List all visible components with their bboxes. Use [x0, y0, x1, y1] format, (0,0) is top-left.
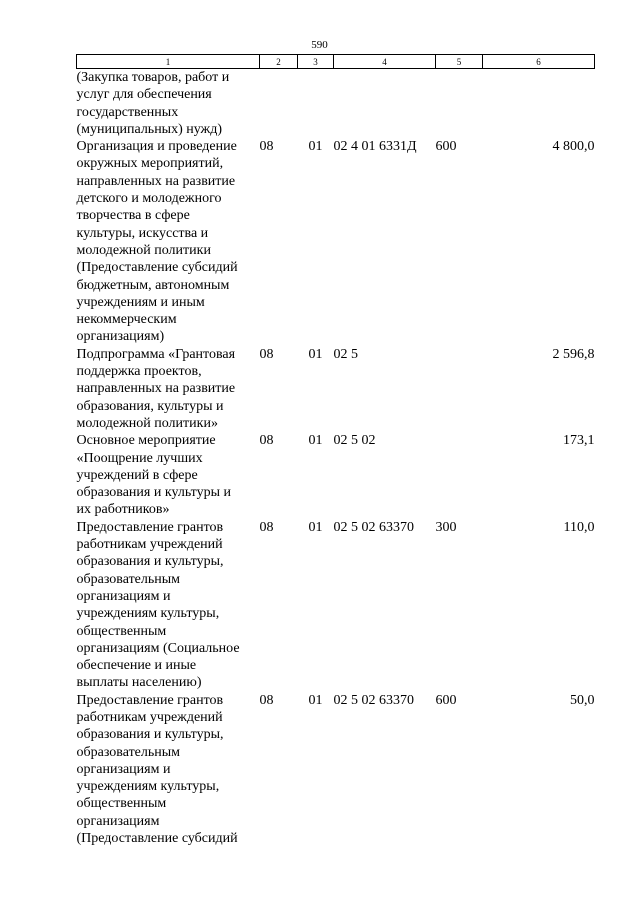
- expense-name-line: образования и культуры,: [76, 727, 224, 743]
- expense-name-line: обеспечение и иные: [76, 658, 197, 674]
- section-code: 08: [259, 692, 274, 708]
- expense-name-line: образования, культуры и: [76, 398, 224, 414]
- expense-name-line: (муниципальных) нужд): [76, 121, 223, 137]
- expense-name: [77, 69, 260, 139]
- expense-name-line: выплаты населению): [76, 675, 202, 691]
- target-article-code: 02 5: [333, 346, 358, 362]
- expense-name-line: бюджетным, автономным: [76, 277, 230, 293]
- subsection-code: 01: [308, 692, 323, 708]
- expense-name-line: общественным: [76, 623, 167, 639]
- amount: 110,0: [563, 519, 595, 535]
- expense-name-line: поддержка проектов,: [76, 364, 202, 380]
- expense-name-line: организациям (Социальное: [76, 640, 240, 656]
- table-row: [77, 69, 595, 139]
- expense-name-line: направленных на развитие: [76, 381, 236, 397]
- expense-name-line: общественным: [76, 796, 167, 812]
- expense-name-line: окружных мероприятий,: [76, 156, 224, 172]
- expense-name-line: работникам учреждений: [76, 709, 223, 725]
- expense-type-code: [436, 69, 483, 139]
- subsection-code: 01: [308, 346, 323, 362]
- expense-name-line: учреждений в сфере: [76, 467, 198, 483]
- section-code: 08: [259, 433, 274, 449]
- expense-name-line: учреждениям и иным: [76, 294, 205, 310]
- target-article-code: 02 5 02 63370: [333, 519, 414, 535]
- column-header-4: 4: [334, 55, 436, 69]
- amount: 173,1: [563, 433, 595, 449]
- expense-name-line: творчества в сфере: [76, 208, 190, 224]
- expense-name-line: учреждениям культуры,: [76, 606, 220, 622]
- column-header-6: 6: [483, 55, 595, 69]
- expense-name: [77, 432, 260, 518]
- table-header-row: [77, 55, 595, 69]
- expense-name-line: учреждениям культуры,: [76, 779, 220, 795]
- expense-type-code: [436, 432, 483, 518]
- expense-name-line: услуг для обеспечения: [76, 87, 212, 103]
- section-code: 08: [259, 346, 274, 362]
- table-row: [77, 692, 595, 848]
- expense-name-line: образования и культуры,: [76, 554, 224, 570]
- expense-name: [77, 692, 260, 848]
- table-row: [77, 519, 595, 692]
- expense-name: [77, 519, 260, 692]
- amount: 50,0: [570, 692, 595, 708]
- target-article-code: 02 4 01 6331Д: [333, 139, 417, 155]
- expense-name-line: Организация и проведение: [76, 139, 237, 155]
- expense-name-line: Подпрограмма «Грантовая: [76, 346, 236, 362]
- section-code: 08: [259, 519, 274, 535]
- subsection-code: [298, 69, 334, 139]
- table-row: [77, 432, 595, 518]
- budget-table: [76, 54, 595, 847]
- expense-name-line: образовательным: [76, 571, 181, 587]
- expense-name: [77, 138, 260, 346]
- expense-type-code: 600: [435, 692, 457, 708]
- expense-name-line: (Предоставление субсидий: [76, 831, 238, 847]
- expense-name-line: организациям: [76, 813, 160, 829]
- amount: [483, 69, 595, 139]
- expense-name-line: организациям и: [76, 761, 171, 777]
- expense-name-line: некоммерческим: [76, 312, 177, 328]
- column-header-5: 5: [436, 55, 483, 69]
- expense-name-line: молодежной политики»: [76, 415, 218, 431]
- target-article-code: 02 5 02: [333, 433, 376, 449]
- subsection-code: 01: [308, 433, 323, 449]
- amount: 4 800,0: [552, 139, 595, 155]
- expense-type-code: 300: [435, 519, 457, 535]
- subsection-code: 01: [308, 519, 323, 535]
- expense-name-line: организациям): [76, 329, 165, 345]
- expense-name-line: культуры, искусства и: [76, 225, 209, 241]
- expense-name-line: Предоставление грантов: [76, 519, 224, 535]
- table-body: [77, 69, 595, 848]
- expense-name-line: направленных на развитие: [76, 173, 236, 189]
- expense-name-line: образовательным: [76, 744, 181, 760]
- column-header-2: 2: [260, 55, 298, 69]
- column-header-1: 1: [77, 55, 260, 69]
- expense-name-line: молодежной политики: [76, 242, 211, 258]
- column-header-3: 3: [298, 55, 334, 69]
- target-article-code: [334, 69, 436, 139]
- expense-name-line: (Предоставление субсидий: [76, 260, 238, 276]
- expense-type-code: [436, 346, 483, 432]
- page-number: 590: [311, 39, 328, 51]
- expense-name-line: их работников»: [76, 502, 170, 518]
- expense-name-line: детского и молодежного: [76, 191, 222, 207]
- amount: 2 596,8: [552, 346, 595, 362]
- expense-name-line: работникам учреждений: [76, 537, 223, 553]
- expense-name-line: (Закупка товаров, работ и: [76, 70, 230, 85]
- expense-name-line: государственных: [76, 104, 179, 120]
- section-code: 08: [259, 139, 274, 155]
- expense-name-line: Основное мероприятие: [76, 433, 216, 449]
- section-code: [260, 69, 298, 139]
- expense-name-line: организациям и: [76, 588, 171, 604]
- expense-type-code: 600: [435, 139, 457, 155]
- target-article-code: 02 5 02 63370: [333, 692, 414, 708]
- expense-name-line: Предоставление грантов: [76, 692, 224, 708]
- table-row: [77, 138, 595, 346]
- expense-name: [77, 346, 260, 432]
- subsection-code: 01: [308, 139, 323, 155]
- table-row: [77, 346, 595, 432]
- expense-name-line: образования и культуры и: [76, 485, 231, 501]
- expense-name-line: «Поощрение лучших: [76, 450, 203, 466]
